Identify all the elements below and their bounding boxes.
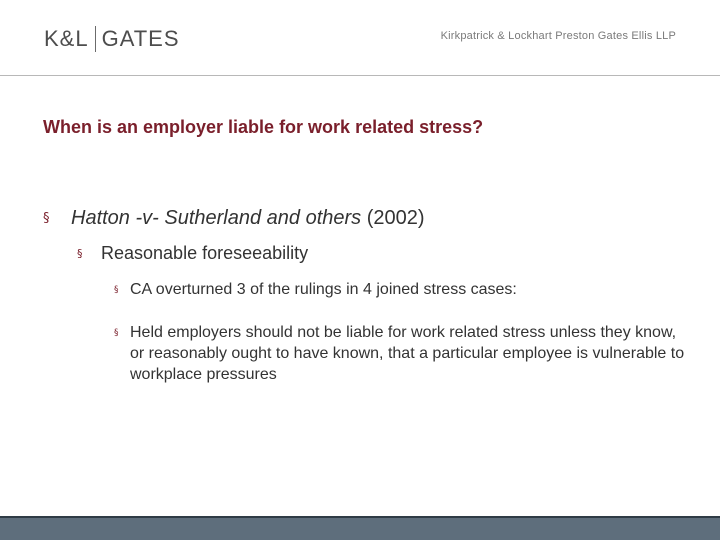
logo-divider <box>95 26 96 52</box>
bullet-marker: § <box>114 285 119 295</box>
bullet-marker: § <box>43 211 50 226</box>
company-logo <box>44 25 180 53</box>
case-year: (2002) <box>361 207 425 229</box>
bullet-text: Reasonable foreseeability <box>101 243 309 263</box>
logo-right-text: GATES <box>101 26 180 51</box>
bullet-text: CA overturned 3 of the rulings in 4 joined stress cases: <box>130 281 517 298</box>
footer-bar <box>0 516 720 540</box>
bullet-marker: § <box>77 247 83 260</box>
case-name: Hatton -v- Sutherland and others <box>71 207 362 229</box>
bullet-level1 <box>43 205 683 231</box>
bullet-marker: § <box>114 328 119 338</box>
slide-header <box>0 0 720 76</box>
bullet-level2 <box>77 241 683 265</box>
logo-left-text: K&L <box>44 26 89 51</box>
slide-title: When is an employer liable for work related stress? <box>43 117 484 137</box>
bullet-level3 <box>114 322 690 385</box>
bullet-level3 <box>114 279 683 300</box>
firm-name: Kirkpatrick & Lockhart Preston Gates Ellis LLP <box>440 30 676 42</box>
bullet-text: Held employers should not be liable for work related stress unless they know, or reasonably ought to have known, that a particular employee is vulnerable to workplace pressures <box>130 324 685 383</box>
bullet-list <box>43 205 683 385</box>
header-divider <box>0 75 720 76</box>
